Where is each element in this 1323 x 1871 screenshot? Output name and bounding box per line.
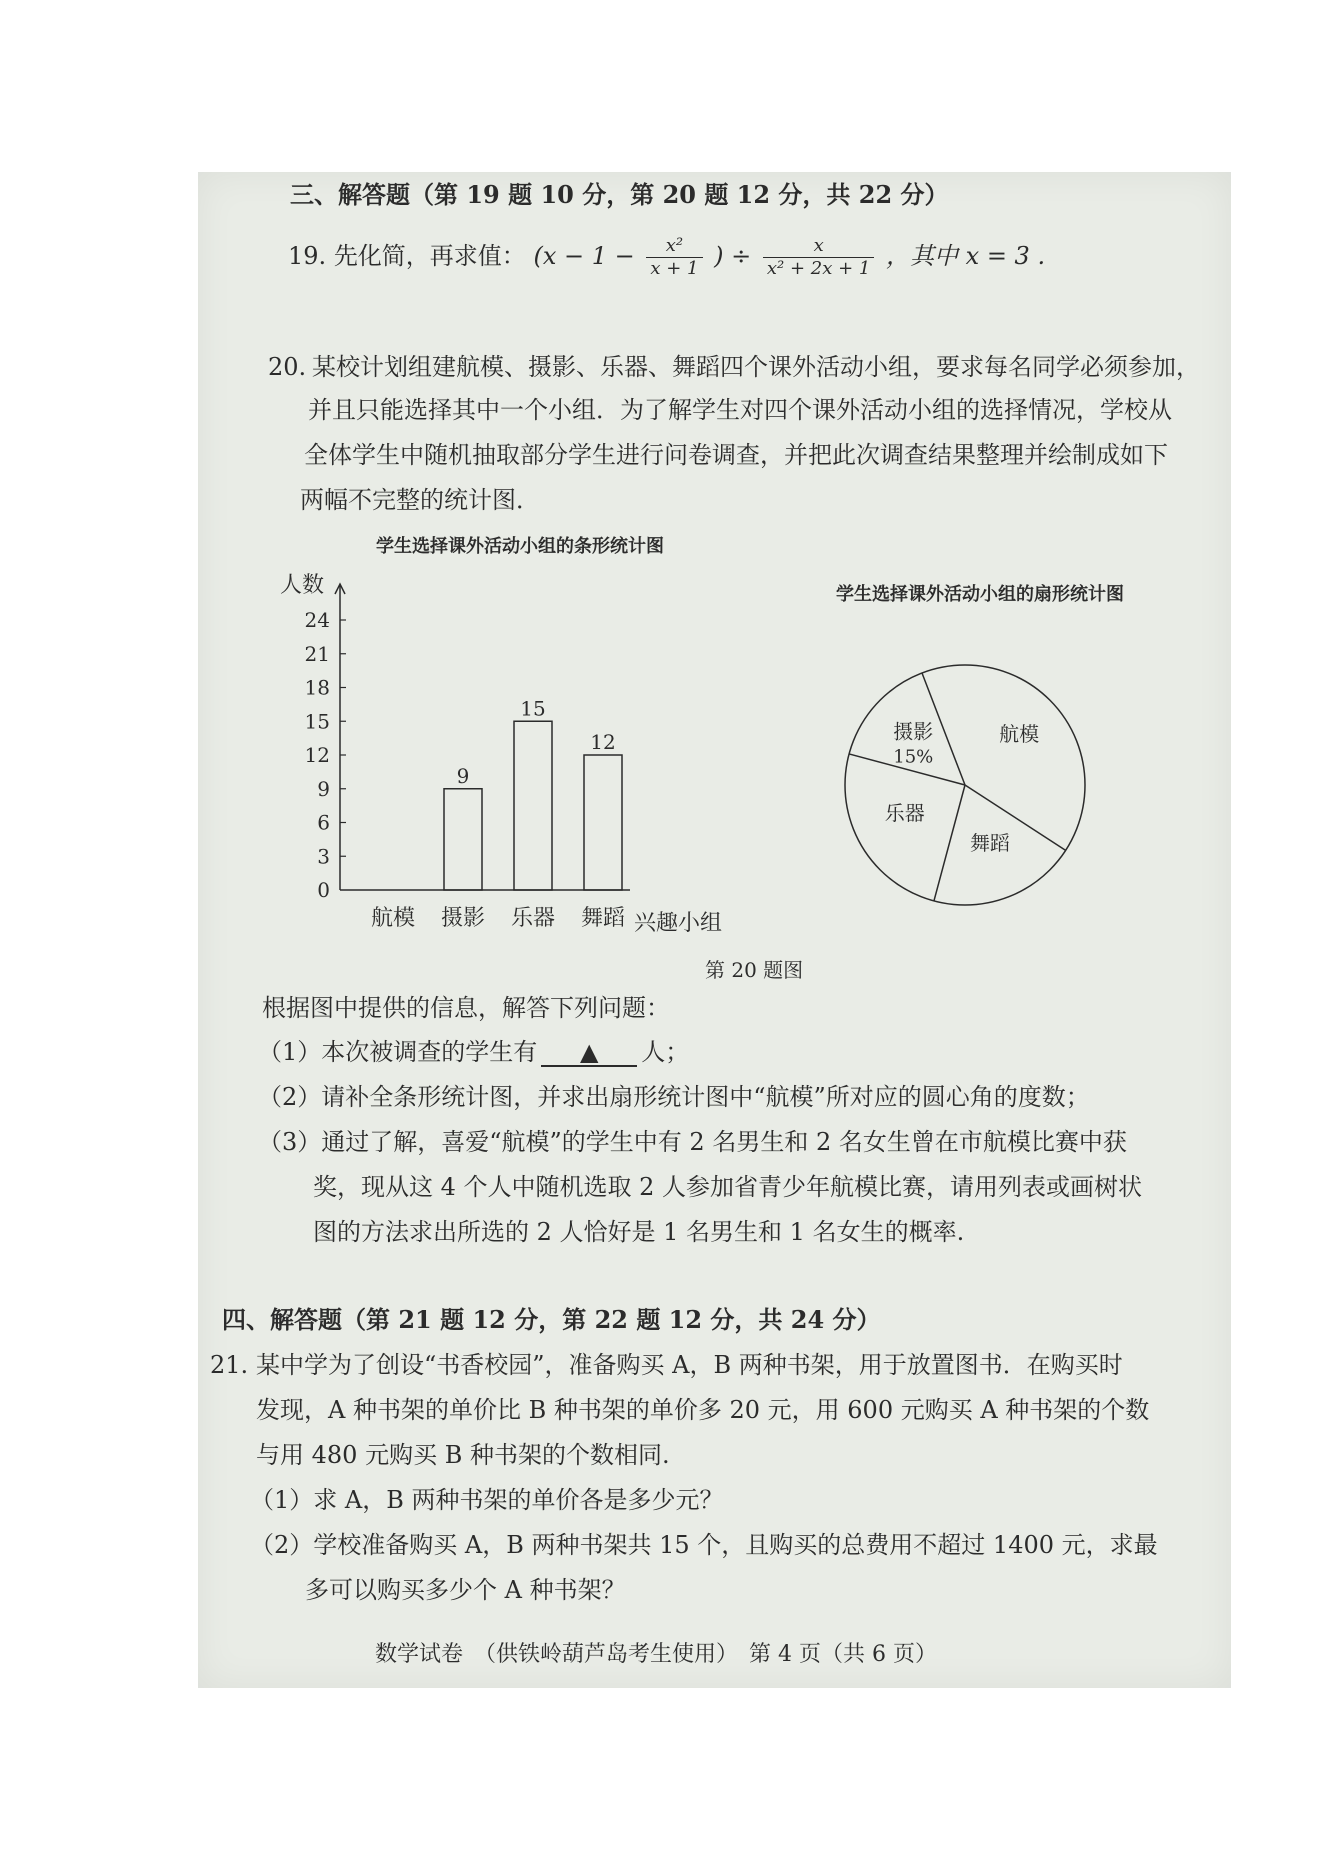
q19-condition: ，其中 x = 3 .: [886, 242, 1046, 270]
bar-y-tick-label: 9: [317, 776, 330, 801]
bar-x-axis-label: 兴趣小组: [634, 911, 723, 936]
q21-number: 21.: [210, 1351, 249, 1379]
pie-slice-label: 乐器: [884, 800, 925, 825]
q20-number: 20.: [268, 353, 307, 381]
q21-line-1: 某中学为了创设“书香校园”，准备购买 A，B 两种书架，用于放置图书．在购买时: [256, 1351, 1123, 1379]
q20-sub1-suffix: 人；: [641, 1038, 690, 1066]
bar-category-label: 乐器: [510, 906, 556, 931]
bar-y-tick-label: 0: [317, 878, 330, 902]
q20-line-4: 两幅不完整的统计图．: [300, 486, 540, 514]
q21-line-3: 与用 480 元购买 B 种书架的个数相同.: [256, 1441, 670, 1469]
bar-rect: [584, 755, 622, 890]
pie-slice-label: 舞蹈: [969, 830, 1010, 855]
q19: [288, 235, 1045, 280]
q19-text: 先化简，再求值：: [333, 242, 526, 270]
q21-sub2-line-2: 多可以购买多少个 A 种书架？: [305, 1576, 626, 1604]
q21-sub2-line-1: （2）学校准备购买 A，B 两种书架共 15 个，且购买的总费用不超过 1400 元，求最: [250, 1531, 1158, 1559]
q19-expr-mid: ) ÷: [714, 242, 752, 270]
q19-expr-open: (x − 1 −: [533, 242, 635, 270]
q20-line-2: 并且只能选择其中一个小组．为了解学生对四个课外活动小组的选择情况，学校从: [308, 396, 1172, 424]
bar-y-tick-label: 12: [304, 743, 330, 767]
q20-sub2: （2）请补全条形统计图，并求出扇形统计图中“航模”所对应的圆心角的度数；: [258, 1083, 1090, 1111]
q19-frac1-num: x²: [646, 235, 702, 258]
bar-value-label: 12: [590, 730, 616, 754]
q19-fraction-1: [646, 235, 702, 280]
section4-title: 四、解答题（第 21 题 12 分，第 22 题 12 分，共 24 分）: [222, 1305, 881, 1334]
answer-blank[interactable]: ▲: [541, 1039, 637, 1067]
bar-category-label: 舞蹈: [580, 906, 626, 931]
bar-chart: [270, 530, 760, 950]
q20-intro: 根据图中提供的信息，解答下列问题：: [262, 994, 670, 1022]
bar-y-tick-label: 6: [317, 810, 330, 835]
section3-title: 三、解答题（第 19 题 10 分，第 20 题 12 分，共 22 分）: [290, 180, 949, 209]
bar-y-tick-label: 18: [304, 675, 330, 700]
pie-slice-boundary: [934, 785, 965, 901]
bar-value-label: 15: [520, 696, 546, 721]
q21-line-2: 发现，A 种书架的单价比 B 种书架的单价多 20 元，用 600 元购买 A 种书架的个数: [256, 1396, 1150, 1424]
pie-slice-label: 航模: [999, 722, 1040, 747]
q20-sub1: [258, 1037, 689, 1067]
bar-value-label: 9: [456, 763, 470, 788]
bar-chart-title: 学生选择课外活动小组的条形统计图: [376, 536, 664, 557]
bar-category-label: 航模: [370, 906, 416, 931]
q20-line-3: 全体学生中随机抽取部分学生进行问卷调查，并把此次调查结果整理并绘制成如下: [304, 441, 1168, 469]
q20-sub3-line-1: （3）通过了解，喜爱“航模”的学生中有 2 名男生和 2 名女生曾在市航模比赛中获: [258, 1128, 1127, 1156]
q19-fraction-2: [763, 235, 874, 280]
pie-chart-title: 学生选择课外活动小组的扇形统计图: [836, 584, 1124, 605]
bar-rect: [444, 789, 482, 890]
q20-line-1: 某校计划组建航模、摄影、乐器、舞蹈四个课外活动小组，要求每名同学必须参加，: [312, 353, 1200, 381]
page-footer: 数学试卷 （供铁岭葫芦岛考生使用） 第 4 页（共 6 页）: [375, 1642, 937, 1667]
bar-y-tick-label: 21: [304, 641, 330, 666]
pie-chart: [790, 580, 1150, 920]
q20-sub3-line-2: 奖，现从这 4 个人中随机选取 2 人参加省青少年航模比赛，请用列表或画树状: [313, 1173, 1143, 1201]
q19-number: 19.: [288, 242, 327, 270]
bar-y-tick-label: 3: [317, 844, 330, 869]
q19-frac2-num: x: [763, 235, 874, 258]
bar-category-label: 摄影: [440, 906, 486, 931]
q20-sub3-line-3: 图的方法求出所选的 2 人恰好是 1 名男生和 1 名女生的概率.: [313, 1218, 965, 1246]
q19-frac1-den: x + 1: [650, 258, 699, 279]
bar-y-tick-label: 15: [304, 709, 330, 734]
q21-sub1: （1）求 A，B 两种书架的单价各是多少元？: [250, 1486, 724, 1514]
q20-sub1-prefix: （1）本次被调查的学生有: [258, 1038, 538, 1066]
q19-frac2-den: x² + 2x + 1: [766, 258, 871, 279]
figure-caption: 第 20 题图: [705, 958, 804, 982]
pie-slice-label: 摄影: [893, 719, 934, 744]
bar-rect: [514, 721, 552, 890]
pie-slice-percent: 15%: [893, 746, 934, 768]
bar-y-tick-label: 24: [304, 608, 330, 632]
bar-y-axis-label: 人数: [280, 573, 325, 598]
